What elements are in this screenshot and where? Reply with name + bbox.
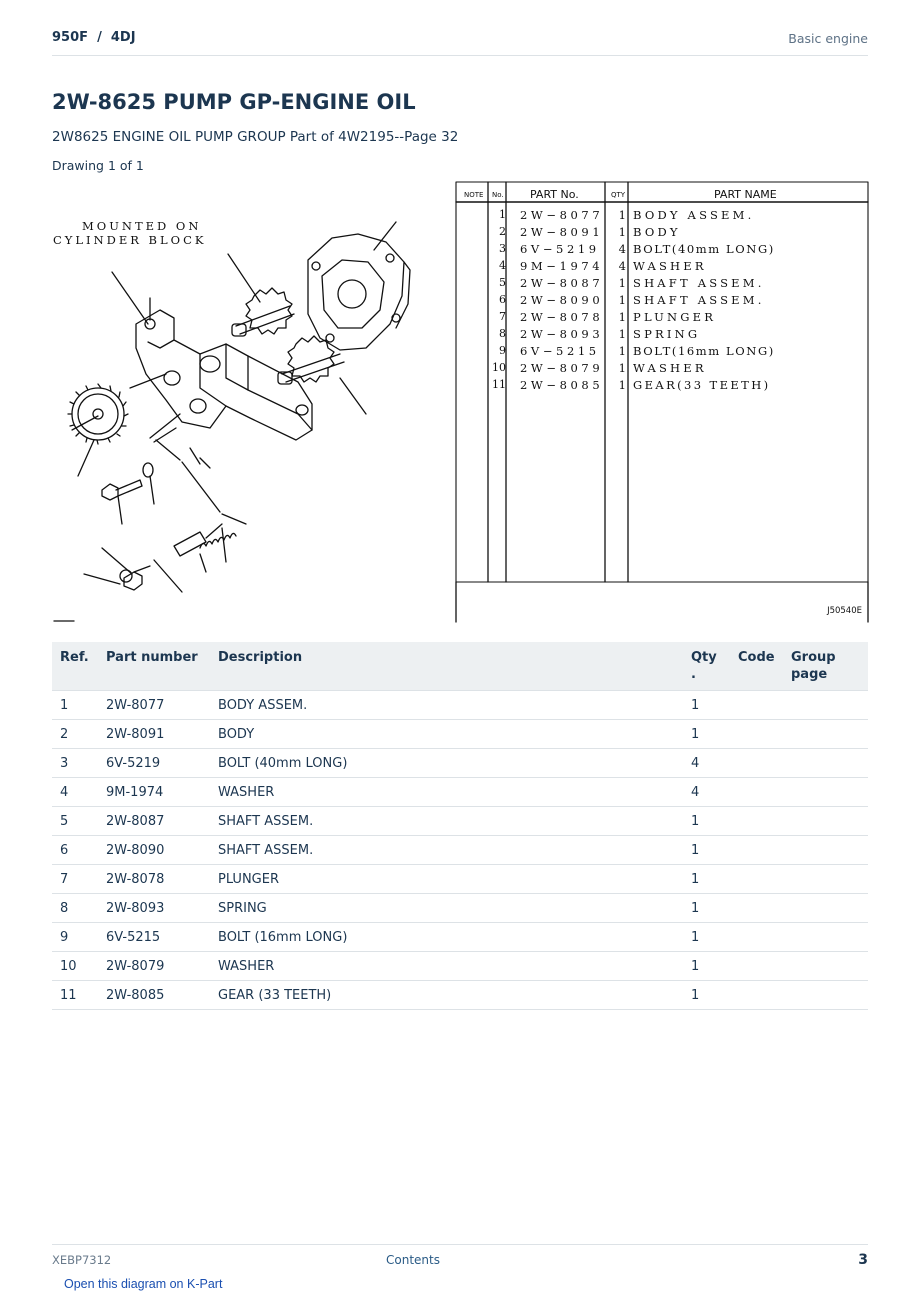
- legend-row: 8 2W−8093 1 SPRING: [499, 327, 701, 341]
- table-row: 8 2W-8093 SPRING 1: [52, 894, 868, 923]
- footer-divider: [52, 1244, 868, 1245]
- part-number-cell: 6V-5215: [98, 923, 210, 952]
- page-subtitle: 2W8625 ENGINE OIL PUMP GROUP Part of 4W2195--Page 32: [52, 129, 459, 145]
- table-row: 2 2W-8091 BODY 1: [52, 720, 868, 749]
- legend-row: 1 2W−8077 1 BODY ASSEM.: [499, 208, 755, 222]
- table-row: 10 2W-8079 WASHER 1: [52, 952, 868, 981]
- diagram-parts-legend: [456, 182, 868, 622]
- parts-diagram[interactable]: [50, 178, 872, 624]
- header-description: Description: [210, 642, 683, 691]
- section-name: Basic engine: [788, 31, 868, 46]
- part-number-cell: 2W-8077: [98, 691, 210, 720]
- table-row: 7 2W-8078 PLUNGER 1: [52, 865, 868, 894]
- parts-table: [52, 642, 868, 1010]
- header-code: Code: [730, 642, 783, 691]
- legend-header-no: No.: [492, 191, 504, 199]
- header-ref: Ref.: [52, 642, 98, 691]
- table-row: 5 2W-8087 SHAFT ASSEM. 1: [52, 807, 868, 836]
- table-row: 9 6V-5215 BOLT (16mm LONG) 1: [52, 923, 868, 952]
- legend-row: 3 6V−5219 4 BOLT(40mm LONG): [499, 242, 775, 256]
- drawing-code: J50540E: [827, 606, 862, 616]
- mount-label-line-1: MOUNTED ON: [82, 219, 202, 233]
- legend-header-part-name: PART NAME: [714, 188, 777, 201]
- header-group-page: Group page: [783, 642, 868, 691]
- part-number-cell: 2W-8093: [98, 894, 210, 923]
- part-number-cell: 2W-8087: [98, 807, 210, 836]
- legend-row: 2 2W−8091 1 BODY: [499, 225, 681, 239]
- header-divider: [52, 55, 868, 56]
- document-id: XEBP7312: [52, 1253, 112, 1267]
- legend-header-qty: QTY: [611, 191, 626, 199]
- part-number-cell: 2W-8079: [98, 952, 210, 981]
- open-in-kpart-link[interactable]: Open this diagram on K-Part: [64, 1277, 223, 1291]
- part-number-cell: 2W-8078: [98, 865, 210, 894]
- header-part-number: Part number: [98, 642, 210, 691]
- drawing-counter: Drawing 1 of 1: [52, 158, 144, 173]
- part-number-cell: 2W-8085: [98, 981, 210, 1010]
- legend-header-part-no: PART No.: [530, 188, 579, 201]
- table-row: 6 2W-8090 SHAFT ASSEM. 1: [52, 836, 868, 865]
- contents-link[interactable]: Contents: [386, 1253, 440, 1267]
- header-qty: Qty .: [683, 642, 730, 691]
- legend-row: 5 2W−8087 1 SHAFT ASSEM.: [499, 276, 765, 290]
- table-row: 1 2W-8077 BODY ASSEM. 1: [52, 691, 868, 720]
- part-number-cell: 6V-5219: [98, 749, 210, 778]
- table-row: 3 6V-5219 BOLT (40mm LONG) 4: [52, 749, 868, 778]
- legend-header-note: NOTE: [464, 191, 484, 199]
- part-number-cell: 9M-1974: [98, 778, 210, 807]
- legend-row: 9 6V−5215 1 BOLT(16mm LONG): [499, 344, 775, 358]
- legend-row: 4 9M−1974 4 WASHER: [499, 259, 707, 273]
- legend-row: 6 2W−8090 1 SHAFT ASSEM.: [499, 293, 765, 307]
- table-row: 4 9M-1974 WASHER 4: [52, 778, 868, 807]
- legend-row: 11 2W−8085 1 GEAR(33 TEETH): [492, 378, 771, 392]
- page-number: 3: [858, 1252, 868, 1268]
- model-breadcrumb: 950F / 4DJ: [52, 30, 136, 45]
- legend-row: 10 2W−8079 1 WASHER: [492, 361, 707, 375]
- parts-table-header: [52, 642, 868, 691]
- mount-label-line-2: CYLINDER BLOCK: [53, 233, 207, 247]
- table-row: 11 2W-8085 GEAR (33 TEETH) 1: [52, 981, 868, 1010]
- legend-row: 7 2W−8078 1 PLUNGER: [499, 310, 717, 324]
- page-title: 2W-8625 PUMP GP-ENGINE OIL: [52, 90, 416, 114]
- part-number-cell: 2W-8090: [98, 836, 210, 865]
- part-number-cell: 2W-8091: [98, 720, 210, 749]
